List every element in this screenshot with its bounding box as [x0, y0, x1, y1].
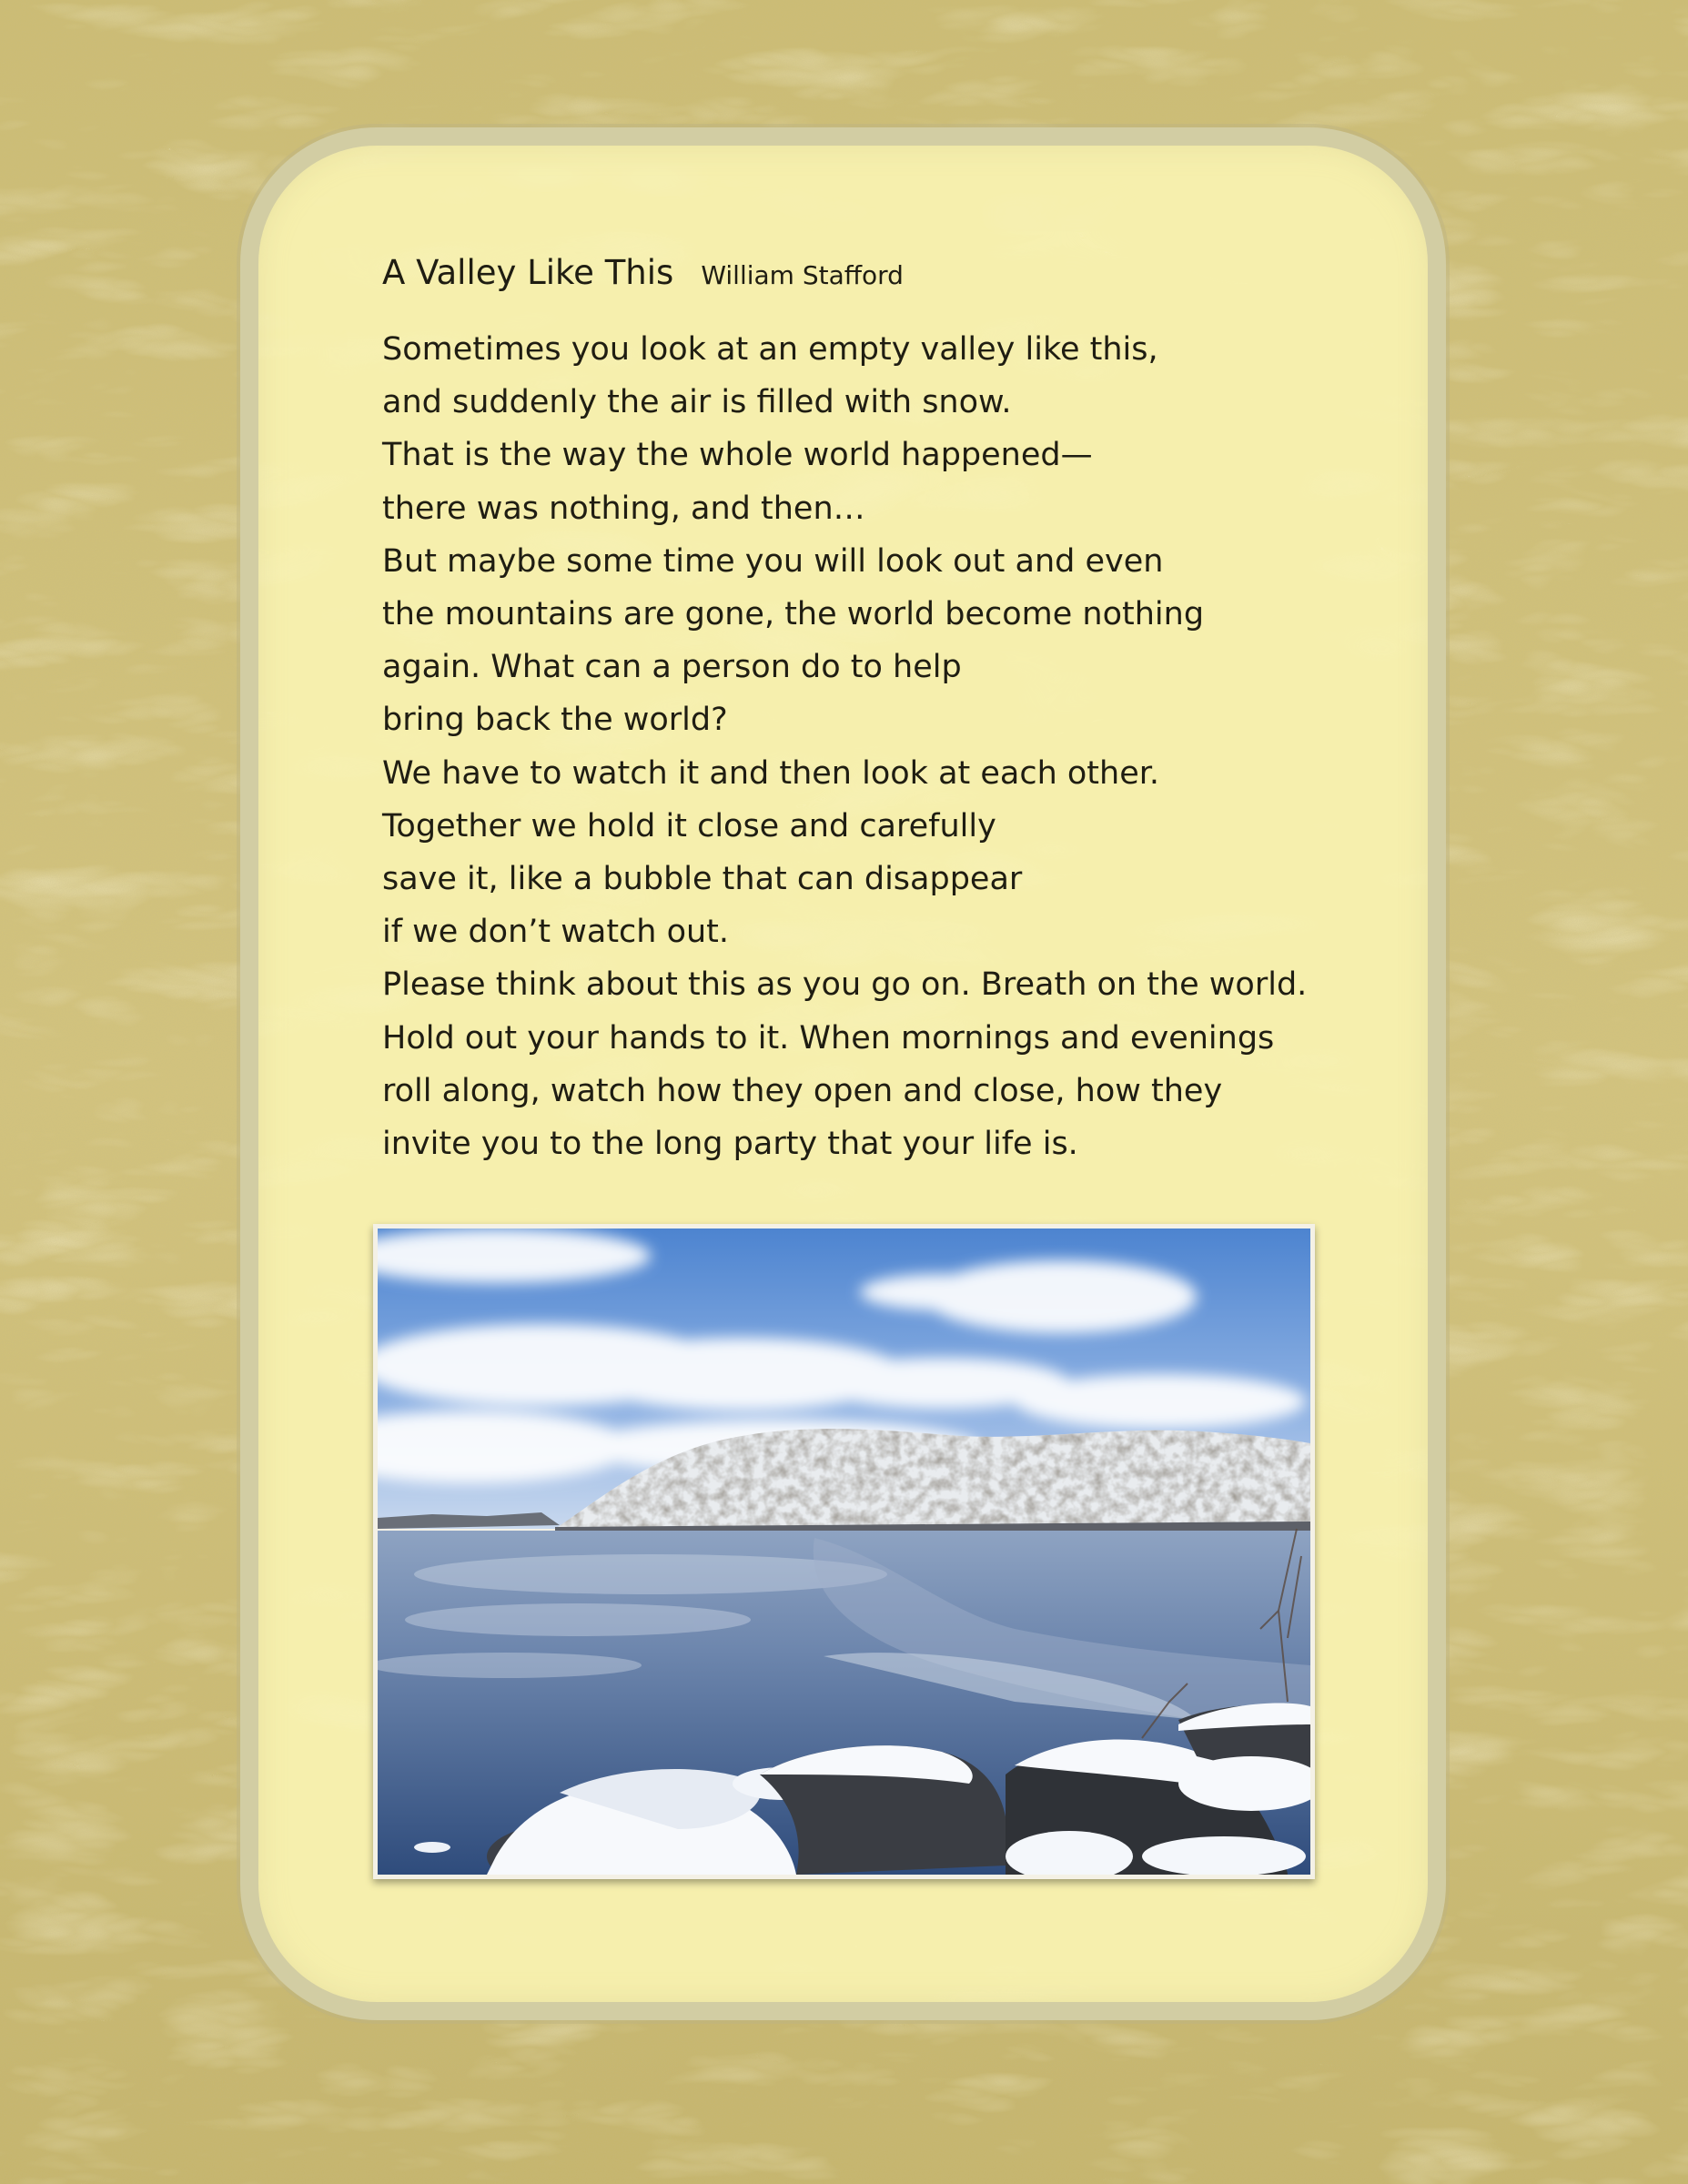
poem-line: Please think about this as you go on. Breath on the world.	[382, 966, 1308, 1004]
photo-frame	[373, 1224, 1315, 1879]
poem-line: That is the way the whole world happened—	[382, 437, 1093, 474]
poem-body	[382, 323, 1347, 1170]
poem-line: and suddenly the air is filled with snow.	[382, 384, 1012, 421]
poem-line: the mountains are gone, the world become nothing	[382, 596, 1205, 633]
poem-line: if we don’t watch out.	[382, 914, 730, 951]
poem-line: We have to watch it and then look at each other.	[382, 754, 1160, 792]
poem-line: invite you to the long party that your life is.	[382, 1126, 1078, 1163]
poem-author: William Stafford	[701, 260, 904, 290]
poem-line: bring back the world?	[382, 702, 728, 739]
poem-line: But maybe some time you will look out and even	[382, 542, 1164, 580]
poem-line: Hold out your hands to it. When mornings and evenings	[382, 1019, 1275, 1057]
poem-heading	[382, 253, 904, 292]
winter-lake-photo	[378, 1228, 1310, 1875]
poem-line: Together we hold it close and carefully	[382, 807, 996, 844]
poem-line: again. What can a person do to help	[382, 649, 962, 686]
poem-line: there was nothing, and then…	[382, 490, 865, 527]
poem-line: save it, like a bubble that can disappear	[382, 861, 1023, 898]
poem-line: Sometimes you look at an empty valley like this,	[382, 331, 1158, 368]
poem-title: A Valley Like This	[382, 253, 674, 292]
poem-line: roll along, watch how they open and close, how they	[382, 1072, 1223, 1109]
